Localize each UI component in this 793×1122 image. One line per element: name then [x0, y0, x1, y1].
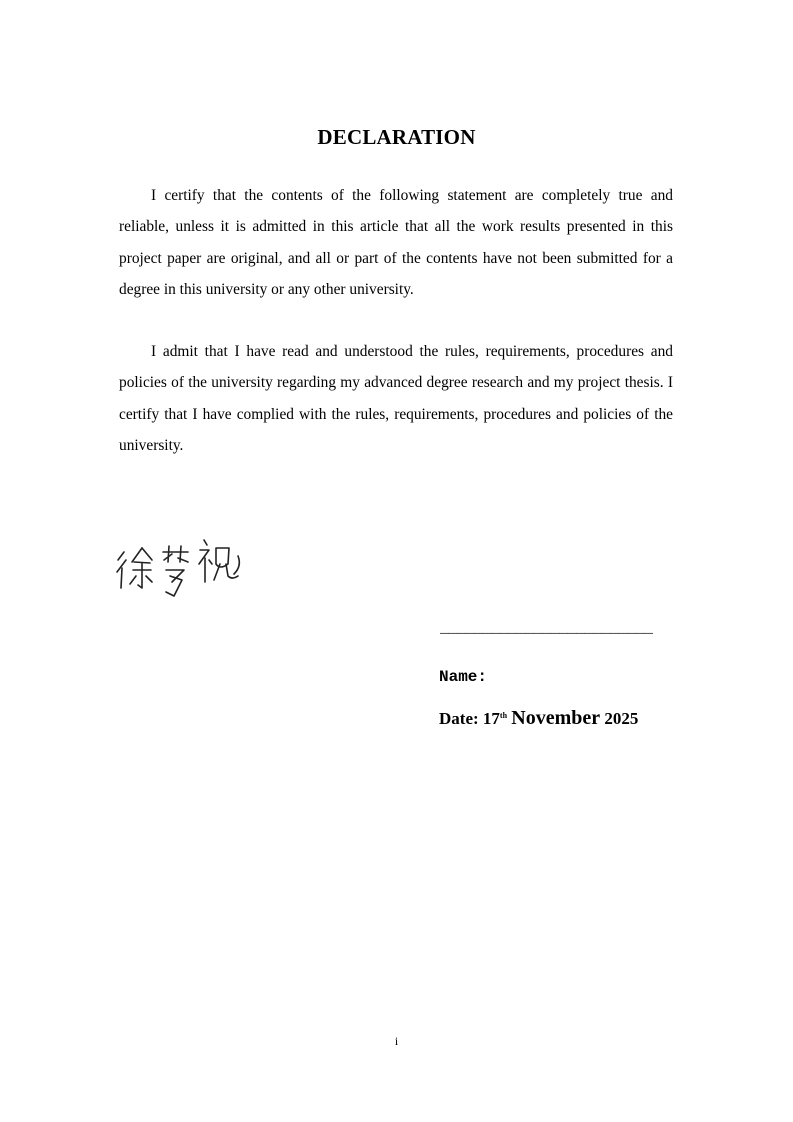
signature-line: _________________________: [440, 620, 653, 637]
date-month: November: [511, 707, 601, 729]
declaration-paragraph-2: I admit that I have read and understood the rules, requirements, procedures and policies of the university regarding my advanced degree research and my project thesis. I certify that I have complied with the rules, requirements, procedures and policies of the university.: [119, 343, 673, 454]
handwritten-signature: [108, 530, 248, 602]
declaration-paragraph-1: I certify that the contents of the following statement are completely true and reliable, unless it is admitted in this article that all the work results presented in this project paper are original, and all or part of the contents have not been submitted for a degree in this university or any other university.: [119, 187, 673, 298]
name-label: Name:: [439, 668, 488, 686]
date-year: 2025: [604, 709, 639, 728]
page-title: DECLARATION: [317, 125, 476, 149]
date-label: Date: 17: [439, 709, 500, 728]
date-line: [439, 707, 638, 730]
page-number: i: [394, 1034, 399, 1048]
date-ordinal-suffix: th: [499, 711, 508, 720]
